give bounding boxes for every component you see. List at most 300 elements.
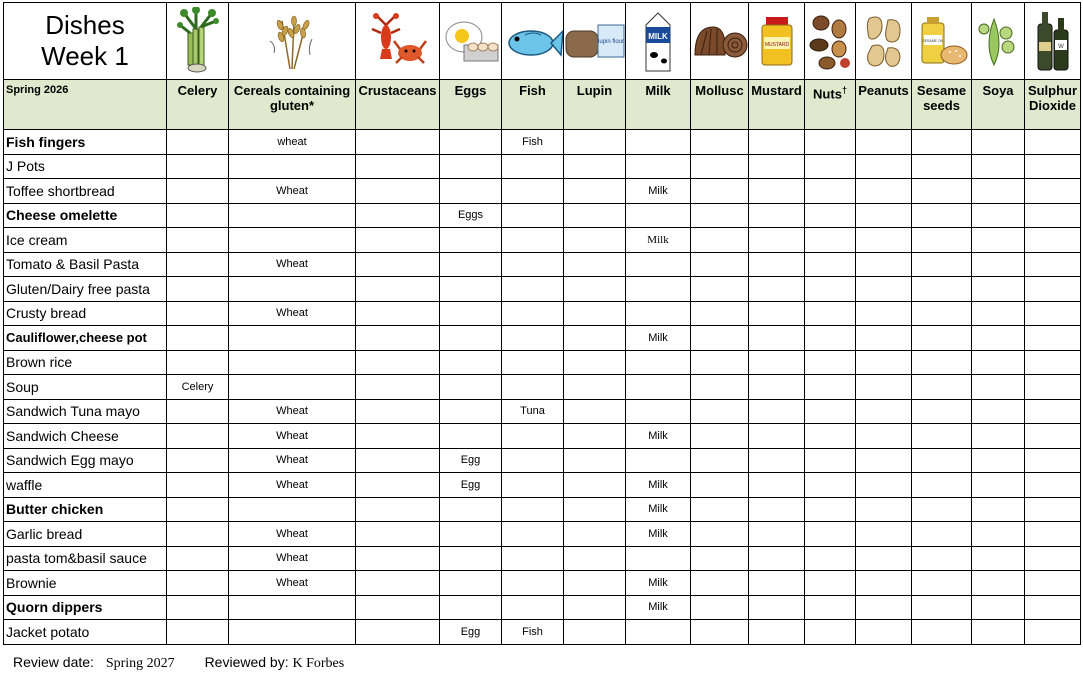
allergen-cell [440,277,502,302]
table-row [4,301,1081,326]
allergen-cell [691,301,749,326]
allergen-cell [805,448,856,473]
allergen-cell [856,620,912,645]
nuts-footnote-mark: † [841,85,847,95]
allergen-cell [626,375,691,400]
allergen-cell [1025,154,1081,179]
allergen-cell [691,497,749,522]
allergen-cell [749,399,805,424]
allergen-cell [691,546,749,571]
allergen-cell [856,497,912,522]
allergen-cell [972,399,1025,424]
allergen-cell [805,522,856,547]
allergen-cell [167,228,229,253]
allergen-cell [167,571,229,596]
table-row [4,130,1081,155]
allergen-cell [856,448,912,473]
allergen-cell [856,203,912,228]
allergen-cell [167,350,229,375]
allergen-cell [749,301,805,326]
allergen-cell [502,228,564,253]
allergen-cell: Eggs [440,203,502,228]
allergen-cell: Wheat [229,522,356,547]
allergen-cell [912,448,972,473]
allergen-cell [1025,424,1081,449]
allergen-cell [167,595,229,620]
allergen-cell [912,130,972,155]
allergen-cell [440,399,502,424]
allergen-cell [564,473,626,498]
allergen-cell [356,571,440,596]
allergen-cell [502,179,564,204]
table-row [4,595,1081,620]
allergen-cell [167,473,229,498]
allergen-cell [691,399,749,424]
allergen-cell [440,154,502,179]
allergen-cell [805,546,856,571]
allergen-cell [805,350,856,375]
allergen-cell [691,179,749,204]
table-row [4,350,1081,375]
header-eggs: Eggs [440,80,502,130]
dish-name: Garlic bread [4,522,167,547]
allergen-cell [805,399,856,424]
allergen-cell [691,571,749,596]
allergen-cell [912,301,972,326]
allergen-cell [502,546,564,571]
allergen-cell: Milk [626,473,691,498]
allergen-cell [167,277,229,302]
allergen-cell [749,203,805,228]
allergen-cell [972,448,1025,473]
allergen-cell [356,130,440,155]
allergen-cell [1025,522,1081,547]
allergen-cell [972,497,1025,522]
allergen-cell [356,546,440,571]
allergen-cell [912,252,972,277]
allergen-cell [912,277,972,302]
allergen-cell [805,154,856,179]
allergen-cell [1025,546,1081,571]
allergen-cell [167,179,229,204]
allergen-cell [691,350,749,375]
allergen-cell [972,252,1025,277]
allergen-cell [564,375,626,400]
dish-name: Quorn dippers [4,595,167,620]
allergen-cell [229,277,356,302]
allergen-cell [749,154,805,179]
allergen-cell [856,399,912,424]
allergen-cell [972,375,1025,400]
allergen-cell [749,252,805,277]
allergen-cell [440,350,502,375]
allergen-cell [749,448,805,473]
allergen-cell [626,203,691,228]
sulphur-dioxide-icon [1025,3,1081,80]
allergen-cell [805,228,856,253]
milk-icon [626,3,691,80]
table-row [4,277,1081,302]
allergen-cell: Wheat [229,571,356,596]
allergen-cell [972,620,1025,645]
allergen-cell [912,571,972,596]
allergen-cell [502,424,564,449]
allergen-cell [749,620,805,645]
sesame-icon [912,3,972,80]
review-footer [13,654,344,672]
allergen-cell [626,546,691,571]
wheat-icon [229,3,356,80]
allergen-cell [356,301,440,326]
allergen-cell [502,497,564,522]
review-date-value: Spring 2027 [105,656,175,671]
allergen-cell [972,350,1025,375]
allergen-cell [912,228,972,253]
allergen-cell [691,375,749,400]
allergen-cell [564,228,626,253]
allergen-cell [229,497,356,522]
allergen-cell [805,203,856,228]
allergen-cell [167,252,229,277]
allergen-cell: Wheat [229,546,356,571]
allergen-cell [167,497,229,522]
header-lupin: Lupin [564,80,626,130]
allergen-cell [912,522,972,547]
allergen-cell [229,595,356,620]
allergen-cell [167,546,229,571]
allergen-cell [356,595,440,620]
allergen-cell [1025,326,1081,351]
allergen-cell [972,277,1025,302]
allergen-cell [356,228,440,253]
dish-name: Brown rice [4,350,167,375]
allergen-cell [229,350,356,375]
table-row [4,252,1081,277]
allergen-cell [440,326,502,351]
season-label: Spring 2026 [4,80,167,130]
allergen-cell [564,497,626,522]
allergen-cell [356,375,440,400]
allergen-cell [626,252,691,277]
allergen-cell [972,154,1025,179]
allergen-cell [564,301,626,326]
dish-name: J Pots [4,154,167,179]
allergen-cell [1025,228,1081,253]
dish-rows [4,130,1081,645]
table-row [4,522,1081,547]
allergen-cell [749,571,805,596]
allergen-cell [691,203,749,228]
allergen-cell [749,473,805,498]
allergen-cell [805,252,856,277]
allergen-cell [749,130,805,155]
allergen-cell [1025,497,1081,522]
allergen-cell [356,350,440,375]
allergen-cell [626,277,691,302]
allergen-cell [912,154,972,179]
allergen-cell [912,203,972,228]
allergen-cell [805,277,856,302]
allergen-cell [972,228,1025,253]
mollusc-icon [691,3,749,80]
allergen-cell: Wheat [229,448,356,473]
allergen-cell: Milk [626,595,691,620]
allergen-cell [749,179,805,204]
allergen-cell [972,301,1025,326]
allergen-cell [167,154,229,179]
allergen-cell [564,179,626,204]
allergen-cell [502,350,564,375]
allergen-cell [805,130,856,155]
table-row [4,620,1081,645]
table-row [4,424,1081,449]
allergen-cell [167,130,229,155]
allergen-cell [626,350,691,375]
allergen-cell [805,301,856,326]
header-mustard: Mustard [749,80,805,130]
allergen-cell [912,497,972,522]
allergen-cell [856,424,912,449]
allergen-cell [167,203,229,228]
allergen-cell [856,179,912,204]
allergen-cell [912,424,972,449]
allergen-cell [856,522,912,547]
allergen-cell [440,546,502,571]
header-fish: Fish [502,80,564,130]
allergen-cell [691,154,749,179]
dish-name: Cheese omelette [4,203,167,228]
allergen-cell [972,326,1025,351]
table-row [4,375,1081,400]
header-sulphur-dioxide: Sulphur Dioxide [1025,80,1081,130]
allergen-cell: Milk [626,497,691,522]
header-peanuts: Peanuts [856,80,912,130]
allergen-cell: Wheat [229,424,356,449]
allergen-cell [856,375,912,400]
header-milk: Milk [626,80,691,130]
allergen-cell [856,546,912,571]
table-row [4,203,1081,228]
dish-name: Soup [4,375,167,400]
allergen-cell [805,375,856,400]
dish-name: Toffee shortbread [4,179,167,204]
dish-name: Sandwich Egg mayo [4,448,167,473]
allergen-cell [749,522,805,547]
allergen-cell [356,424,440,449]
allergen-cell [691,448,749,473]
allergen-cell [856,473,912,498]
allergen-cell [972,546,1025,571]
allergen-cell [564,252,626,277]
crustaceans-icon [356,3,440,80]
allergen-cell [856,326,912,351]
allergen-cell: Egg [440,620,502,645]
sesame-oil-label: SESAME OIL [921,39,944,43]
dish-name: Fish fingers [4,130,167,155]
allergen-cell [749,228,805,253]
allergen-cell [1025,473,1081,498]
allergen-cell [912,620,972,645]
allergen-cell [856,571,912,596]
allergen-cell [749,277,805,302]
mustard-jar-label: MUSTARD [764,42,789,48]
allergen-cell [691,473,749,498]
allergen-cell [167,399,229,424]
allergen-cell [167,326,229,351]
allergen-cell [805,497,856,522]
allergen-cell [912,326,972,351]
table-row [4,571,1081,596]
header-celery: Celery [167,80,229,130]
allergen-cell [502,473,564,498]
mustard-icon [749,3,805,80]
reviewed-by-value: K Forbes [292,656,345,671]
allergen-cell [564,203,626,228]
allergen-cell [626,130,691,155]
allergen-cell: Milk [626,179,691,204]
allergen-cell [564,277,626,302]
allergen-cell [502,301,564,326]
allergen-cell [564,448,626,473]
allergen-cell [502,252,564,277]
dish-name: Butter chicken [4,497,167,522]
allergen-cell [972,179,1025,204]
allergen-cell [440,375,502,400]
allergen-cell [749,424,805,449]
allergen-cell [564,571,626,596]
allergen-cell [912,179,972,204]
allergen-cell [856,277,912,302]
allergen-cell [356,277,440,302]
celery-icon [167,3,229,80]
allergen-cell [912,375,972,400]
allergen-cell [805,424,856,449]
allergen-cell [440,497,502,522]
allergen-cell [856,301,912,326]
allergen-cell [1025,350,1081,375]
allergen-cell [1025,301,1081,326]
allergen-cell [972,595,1025,620]
allergen-cell [564,546,626,571]
allergen-cell: Milk [626,228,691,253]
allergen-cell [805,620,856,645]
allergen-cell [626,448,691,473]
table-row [4,546,1081,571]
allergen-cell: Tuna [502,399,564,424]
allergen-cell [1025,571,1081,596]
allergen-cell [805,595,856,620]
allergen-cell [440,228,502,253]
allergen-cell: Milk [626,326,691,351]
allergen-cell [1025,179,1081,204]
allergen-header-row [4,80,1081,130]
allergen-cell [502,448,564,473]
table-row [4,448,1081,473]
allergen-cell [1025,595,1081,620]
allergen-cell: Wheat [229,301,356,326]
table-row [4,326,1081,351]
dish-name: Gluten/Dairy free pasta [4,277,167,302]
allergen-cell: Wheat [229,252,356,277]
allergen-cell [691,277,749,302]
allergen-cell [749,375,805,400]
allergen-cell [626,399,691,424]
allergen-cell: Wheat [229,473,356,498]
allergen-cell [912,595,972,620]
allergen-cell [626,301,691,326]
allergen-cell [1025,277,1081,302]
nuts-icon [805,3,856,80]
allergen-cell [564,130,626,155]
allergen-cell [856,228,912,253]
allergen-cell [502,522,564,547]
allergen-cell [564,620,626,645]
allergen-cell [972,203,1025,228]
dish-name: Cauliflower,cheese pot [4,326,167,351]
allergen-table [3,2,1081,645]
allergen-cell [564,154,626,179]
allergen-cell [356,154,440,179]
allergen-cell [1025,252,1081,277]
allergen-cell [912,473,972,498]
dish-name: Ice cream [4,228,167,253]
allergen-cell [502,595,564,620]
lupin-icon [564,3,626,80]
dish-name: Sandwich Tuna mayo [4,399,167,424]
allergen-cell [356,522,440,547]
allergen-cell [691,595,749,620]
header-sesame: Sesame seeds [912,80,972,130]
icon-row [4,3,1081,80]
allergen-cell [564,326,626,351]
allergen-cell [356,399,440,424]
header-crustaceans: Crustaceans [356,80,440,130]
eggs-icon [440,3,502,80]
allergen-cell [1025,620,1081,645]
allergen-cell: Egg [440,448,502,473]
dish-name: Sandwich Cheese [4,424,167,449]
allergen-cell [691,424,749,449]
allergen-cell: Fish [502,620,564,645]
allergen-cell [440,252,502,277]
allergen-cell [167,424,229,449]
header-nuts [805,80,856,130]
peanuts-icon [856,3,912,80]
allergen-cell [972,130,1025,155]
allergen-cell [912,546,972,571]
allergen-cell [626,154,691,179]
dish-name: Jacket potato [4,620,167,645]
allergen-cell [1025,130,1081,155]
allergen-cell [502,154,564,179]
allergen-cell: wheat [229,130,356,155]
allergen-cell [564,350,626,375]
allergen-cell: Wheat [229,399,356,424]
allergen-cell [229,203,356,228]
allergen-cell [564,424,626,449]
allergen-cell [502,277,564,302]
header-nuts-label: Nuts [813,86,842,102]
table-row [4,154,1081,179]
allergen-cell [167,522,229,547]
allergen-cell [749,546,805,571]
allergen-cell [167,301,229,326]
allergen-cell [626,620,691,645]
allergen-cell [356,473,440,498]
dish-name: Crusty bread [4,301,167,326]
allergen-cell [167,448,229,473]
allergen-cell [356,620,440,645]
